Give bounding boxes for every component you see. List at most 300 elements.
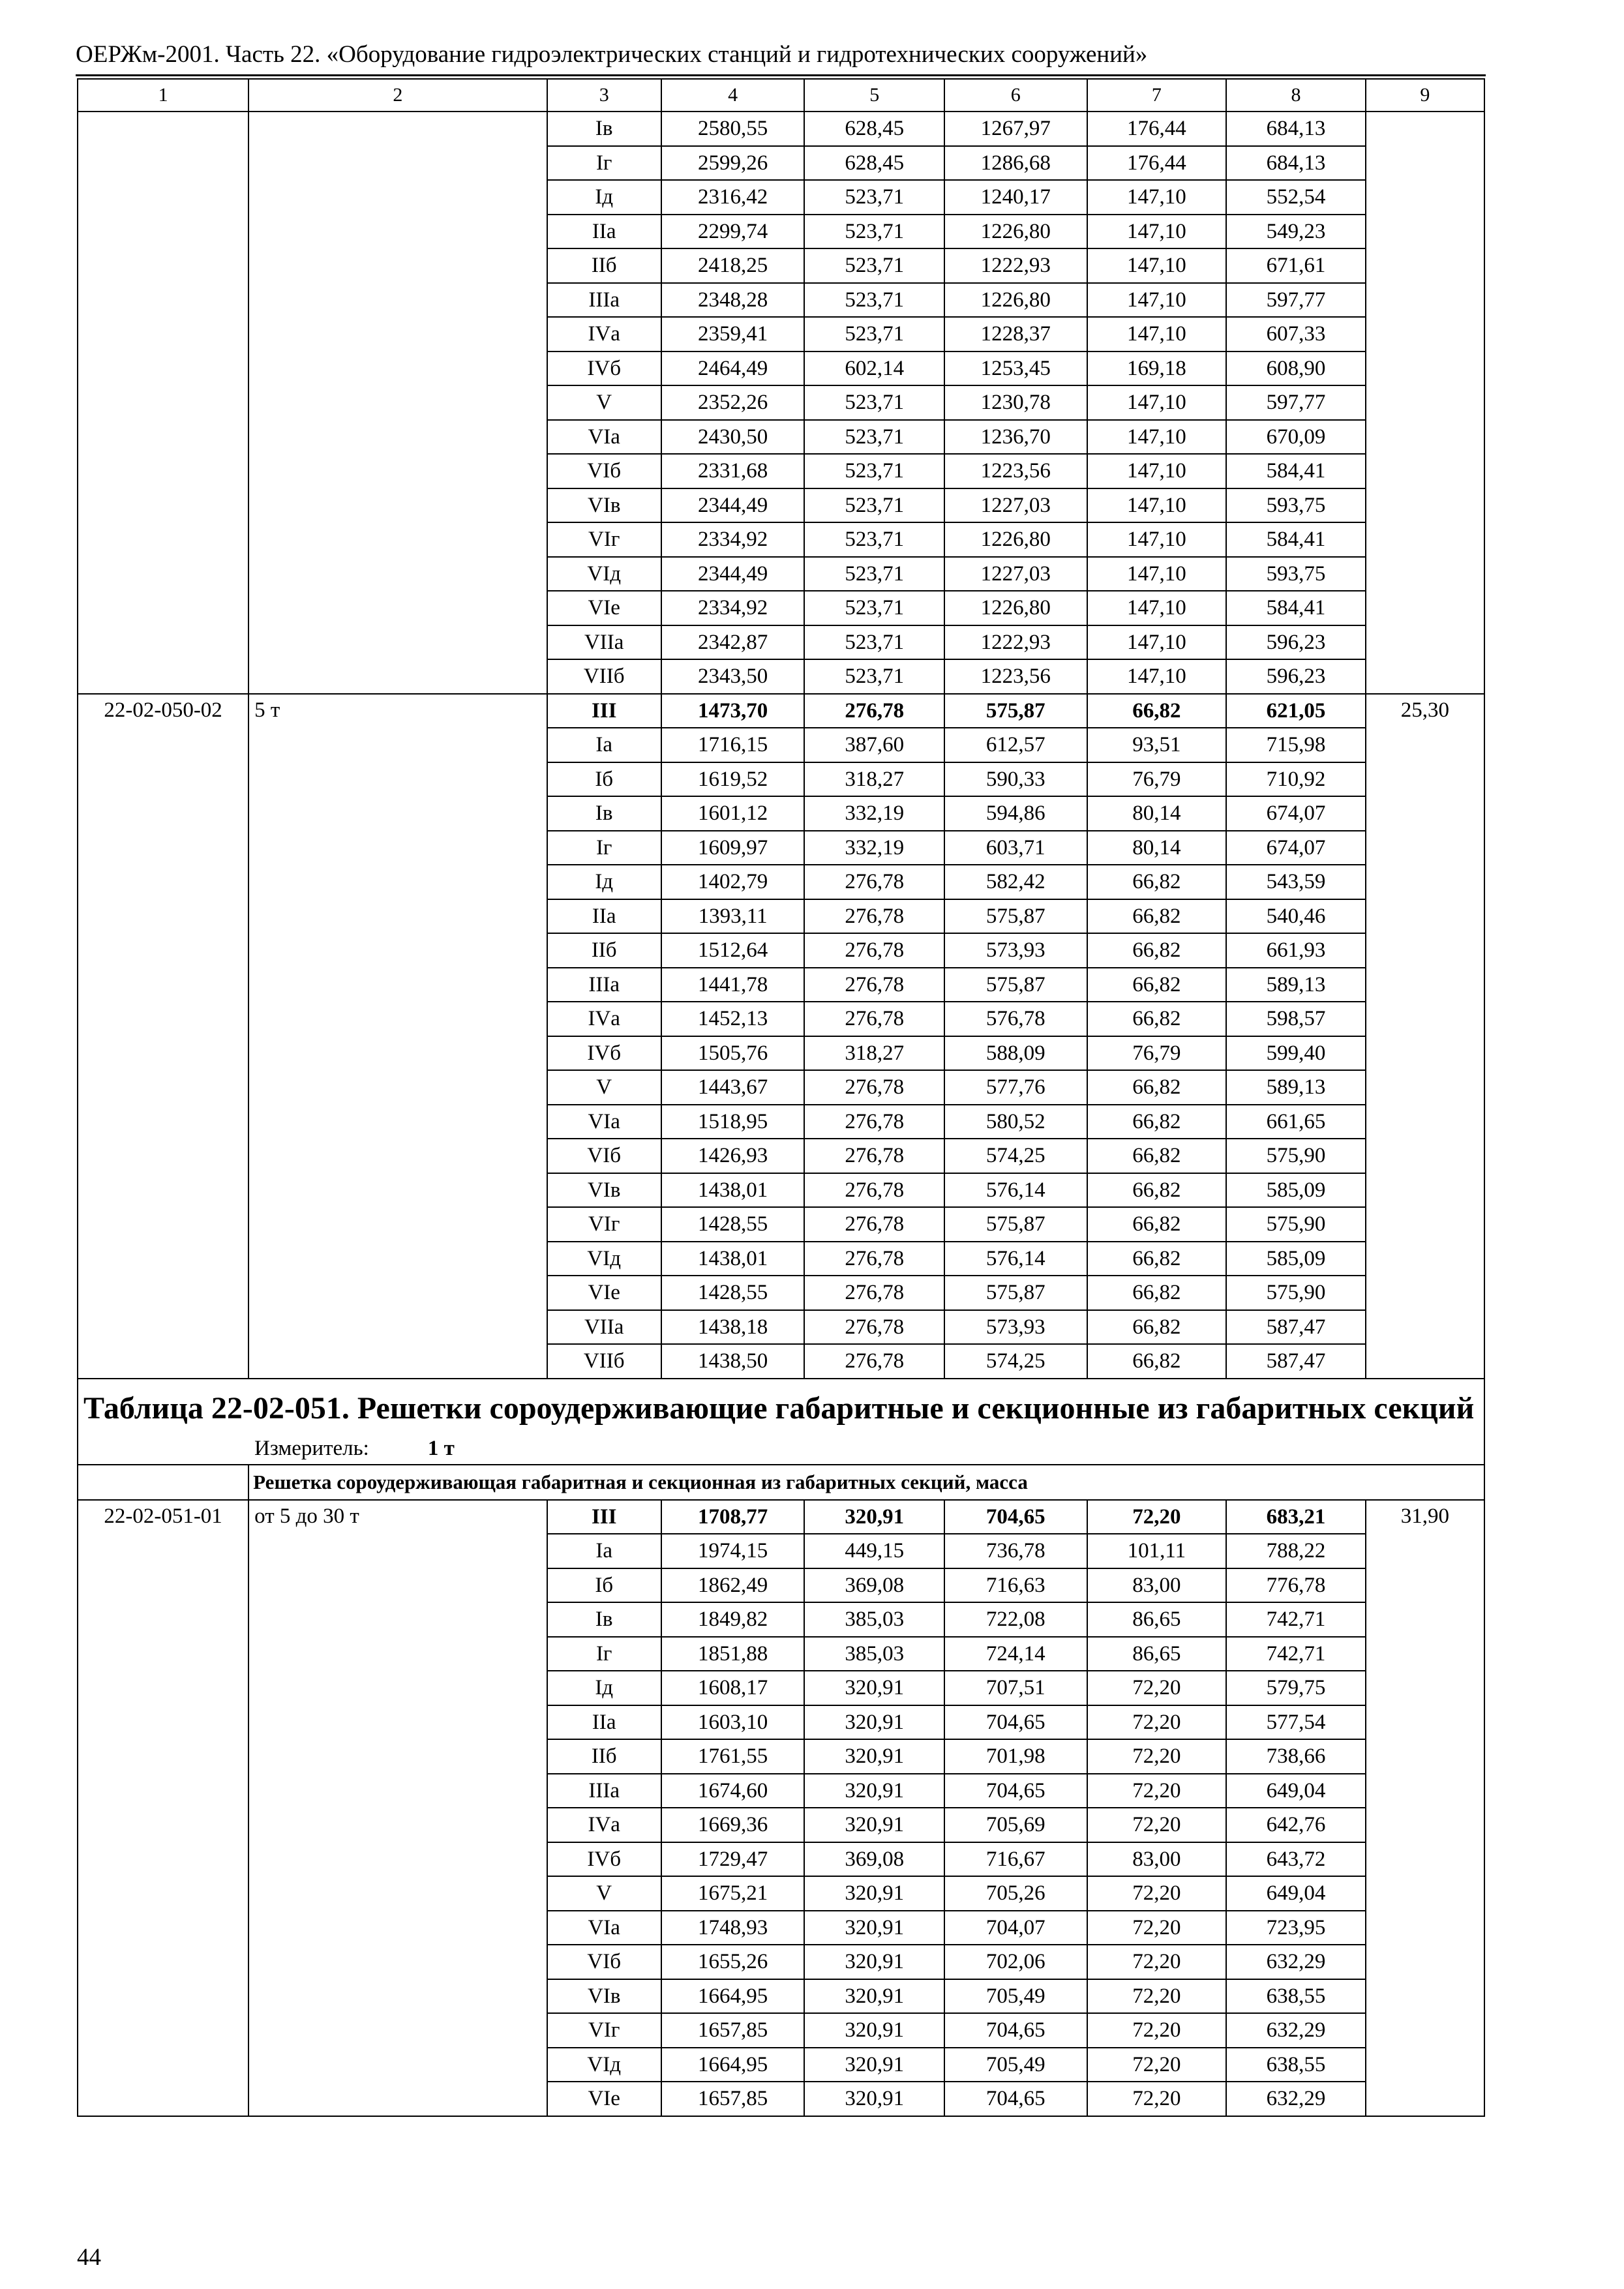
wages-cell: 276,78 [804,1276,944,1310]
zone-cell: Iб [547,762,661,797]
total-cost-cell: 2331,68 [661,454,805,488]
materials-cell: 589,13 [1226,968,1366,1002]
machinist-wages-cell: 147,10 [1087,659,1227,694]
price-table [77,78,1485,2117]
column-number: 9 [1366,79,1484,112]
machinist-wages-cell: 66,82 [1087,1207,1227,1242]
wages-cell: 523,71 [804,454,944,488]
machines-cell: 573,93 [944,1310,1087,1345]
materials-cell: 670,09 [1226,420,1366,455]
total-cost-cell: 1438,01 [661,1242,805,1276]
materials-cell: 632,29 [1226,2082,1366,2116]
wages-cell: 276,78 [804,1344,944,1379]
materials-cell: 710,92 [1226,762,1366,797]
materials-cell: 684,13 [1226,112,1366,146]
table-row [78,112,1484,146]
wages-cell: 385,03 [804,1602,944,1637]
measure-line [83,1434,1479,1464]
zone-cell: VIа [547,420,661,455]
materials-cell: 649,04 [1226,1774,1366,1808]
total-cost-cell: 1505,76 [661,1036,805,1071]
machinist-wages-cell: 72,20 [1087,2013,1227,2048]
wages-cell: 332,19 [804,831,944,865]
machines-cell: 701,98 [944,1739,1087,1774]
machinist-wages-cell: 83,00 [1087,1568,1227,1603]
materials-cell: 661,93 [1226,933,1366,968]
total-cost-cell: 1974,15 [661,1534,805,1568]
total-cost-cell: 2344,49 [661,557,805,591]
machinist-wages-cell: 66,82 [1087,1242,1227,1276]
item-code: 22-02-051-01 [78,1500,248,2116]
machinist-wages-cell: 147,10 [1087,317,1227,352]
materials-cell: 788,22 [1226,1534,1366,1568]
measure-label: Измеритель: [254,1436,369,1460]
materials-cell: 540,46 [1226,899,1366,934]
total-cost-cell: 1438,18 [661,1310,805,1345]
zone-cell: Iв [547,1602,661,1637]
total-cost-cell: 1428,55 [661,1276,805,1310]
materials-cell: 585,09 [1226,1173,1366,1208]
zone-cell: IVб [547,1036,661,1071]
wages-cell: 320,91 [804,1876,944,1911]
machinist-wages-cell: 147,10 [1087,488,1227,523]
machines-cell: 707,51 [944,1671,1087,1705]
machines-cell: 582,42 [944,865,1087,899]
wages-cell: 523,71 [804,420,944,455]
machines-cell: 1228,37 [944,317,1087,352]
zone-cell: VIг [547,522,661,557]
wages-cell: 276,78 [804,865,944,899]
machinist-wages-cell: 66,82 [1087,865,1227,899]
materials-cell: 607,33 [1226,317,1366,352]
machinist-wages-cell: 66,82 [1087,899,1227,934]
wages-cell: 602,14 [804,352,944,386]
wages-cell: 276,78 [804,1310,944,1345]
zone-cell: VIIа [547,1310,661,1345]
wages-cell: 320,91 [804,1911,944,1945]
materials-cell: 674,07 [1226,831,1366,865]
wages-cell: 276,78 [804,1173,944,1208]
zone-cell: IIа [547,215,661,249]
materials-cell: 577,54 [1226,1705,1366,1740]
machines-cell: 577,76 [944,1070,1087,1105]
machinist-wages-cell: 169,18 [1087,352,1227,386]
wages-cell: 523,71 [804,522,944,557]
wages-cell: 320,91 [804,2013,944,2048]
machinist-wages-cell: 72,20 [1087,1945,1227,1979]
machinist-wages-cell: 66,82 [1087,1276,1227,1310]
zone-cell: IVа [547,1808,661,1842]
materials-cell: 584,41 [1226,454,1366,488]
machinist-wages-cell: 72,20 [1087,2082,1227,2116]
machinist-wages-cell: 66,82 [1087,1002,1227,1036]
machines-cell: 575,87 [944,1207,1087,1242]
wages-cell: 523,71 [804,659,944,694]
item-mass: 5 т [248,694,547,1379]
machines-cell: 704,65 [944,1774,1087,1808]
wages-cell: 276,78 [804,1002,944,1036]
machines-cell: 1267,97 [944,112,1087,146]
column-number: 2 [248,79,547,112]
materials-cell: 575,90 [1226,1207,1366,1242]
wages-cell: 523,71 [804,591,944,625]
machines-cell: 705,49 [944,2048,1087,2082]
measure-value: 1 т [427,1436,455,1460]
machinist-wages-cell: 83,00 [1087,1842,1227,1877]
total-cost-cell: 1664,95 [661,1979,805,2014]
machines-cell: 704,65 [944,1705,1087,1740]
materials-cell: 584,41 [1226,522,1366,557]
wages-cell: 320,91 [804,1705,944,1740]
machinist-wages-cell: 66,82 [1087,1173,1227,1208]
machines-cell: 575,87 [944,899,1087,934]
total-cost-cell: 1761,55 [661,1739,805,1774]
zone-cell: IIб [547,1739,661,1774]
zone-cell: VIг [547,2013,661,2048]
materials-cell: 723,95 [1226,1911,1366,1945]
zone-cell: VIIб [547,1344,661,1379]
machines-cell: 1226,80 [944,591,1087,625]
materials-cell: 543,59 [1226,865,1366,899]
materials-cell: 649,04 [1226,1876,1366,1911]
zone-cell: IIб [547,248,661,283]
zone-cell: Iг [547,831,661,865]
machines-cell: 705,69 [944,1808,1087,1842]
zone-cell: IVа [547,317,661,352]
zone-cell: VIд [547,2048,661,2082]
zone-cell: VIв [547,1173,661,1208]
wages-cell: 523,71 [804,283,944,318]
item-code [78,112,248,694]
total-cost-cell: 1601,12 [661,796,805,831]
machinist-wages-cell: 176,44 [1087,146,1227,181]
machinist-wages-cell: 147,10 [1087,454,1227,488]
total-cost-cell: 1608,17 [661,1671,805,1705]
total-cost-cell: 1657,85 [661,2082,805,2116]
machines-cell: 612,57 [944,728,1087,762]
total-cost-cell: 2334,92 [661,522,805,557]
total-cost-cell: 1443,67 [661,1070,805,1105]
column-number: 1 [78,79,248,112]
total-cost-cell: 1609,97 [661,831,805,865]
zone-cell: Iа [547,1534,661,1568]
materials-cell: 715,98 [1226,728,1366,762]
zone-cell: Iг [547,1637,661,1671]
zone-cell: VIд [547,1242,661,1276]
machines-cell: 1240,17 [944,180,1087,215]
zone-cell: VIа [547,1105,661,1139]
materials-cell: 596,23 [1226,625,1366,660]
total-cost-cell: 1748,93 [661,1911,805,1945]
total-cost-cell: 2299,74 [661,215,805,249]
total-cost-cell: 2580,55 [661,112,805,146]
machines-cell: 1253,45 [944,352,1087,386]
materials-cell: 674,07 [1226,796,1366,831]
materials-cell: 589,13 [1226,1070,1366,1105]
table-row [78,694,1484,728]
materials-cell: 671,61 [1226,248,1366,283]
column-number: 5 [804,79,944,112]
materials-cell: 597,77 [1226,385,1366,420]
zone-cell: Iв [547,796,661,831]
zone-cell: Iд [547,180,661,215]
total-cost-cell: 1438,50 [661,1344,805,1379]
machinist-wages-cell: 66,82 [1087,1310,1227,1345]
column-number: 3 [547,79,661,112]
zone-cell: IIIа [547,968,661,1002]
machines-cell: 704,65 [944,2013,1087,2048]
machines-cell: 1222,93 [944,625,1087,660]
machinist-wages-cell: 72,20 [1087,1808,1227,1842]
machinist-wages-cell: 93,51 [1087,728,1227,762]
total-cost-cell: 1426,93 [661,1139,805,1173]
machines-cell: 724,14 [944,1637,1087,1671]
materials-cell: 684,13 [1226,146,1366,181]
zone-cell: VIе [547,1276,661,1310]
extra-cost-cell: 25,30 [1366,694,1484,1379]
total-cost-cell: 1619,52 [661,762,805,797]
wages-cell: 276,78 [804,933,944,968]
machinist-wages-cell: 86,65 [1087,1602,1227,1637]
machines-cell: 1223,56 [944,454,1087,488]
wages-cell: 276,78 [804,899,944,934]
materials-cell: 608,90 [1226,352,1366,386]
zone-cell: IIIа [547,283,661,318]
machines-cell: 1223,56 [944,659,1087,694]
materials-cell: 587,47 [1226,1344,1366,1379]
table-title: Таблица 22-02-051. Решетки сороудерживающие габаритные и секционные из габаритных секций [83,1390,1475,1426]
machinist-wages-cell: 66,82 [1087,1344,1227,1379]
wages-cell: 276,78 [804,1105,944,1139]
materials-cell: 575,90 [1226,1276,1366,1310]
machines-cell: 705,26 [944,1876,1087,1911]
machines-cell: 575,87 [944,968,1087,1002]
table-title-row [78,1379,1484,1465]
machines-cell: 590,33 [944,762,1087,797]
machinist-wages-cell: 147,10 [1087,420,1227,455]
materials-cell: 549,23 [1226,215,1366,249]
machinist-wages-cell: 176,44 [1087,112,1227,146]
wages-cell: 369,08 [804,1568,944,1603]
machines-cell: 1226,80 [944,215,1087,249]
machines-cell: 1286,68 [944,146,1087,181]
machinist-wages-cell: 101,11 [1087,1534,1227,1568]
zone-cell: V [547,1070,661,1105]
wages-cell: 320,91 [804,2082,944,2116]
subheading: Решетка сороудерживающая габаритная и секционная из габаритных секций, масса [248,1465,1484,1500]
machinist-wages-cell: 147,10 [1087,283,1227,318]
total-cost-cell: 1716,15 [661,728,805,762]
materials-cell: 585,09 [1226,1242,1366,1276]
wages-cell: 523,71 [804,215,944,249]
materials-cell: 584,41 [1226,591,1366,625]
machinist-wages-cell: 147,10 [1087,215,1227,249]
wages-cell: 276,78 [804,694,944,728]
total-cost-cell: 2316,42 [661,180,805,215]
table-title-cell [78,1379,1484,1465]
materials-cell: 597,77 [1226,283,1366,318]
machinist-wages-cell: 80,14 [1087,796,1227,831]
total-cost-cell: 1428,55 [661,1207,805,1242]
wages-cell: 523,71 [804,385,944,420]
machines-cell: 575,87 [944,1276,1087,1310]
column-number: 6 [944,79,1087,112]
machines-cell: 1222,93 [944,248,1087,283]
total-cost-cell: 2348,28 [661,283,805,318]
column-number: 7 [1087,79,1227,112]
machinist-wages-cell: 72,20 [1087,1911,1227,1945]
machines-cell: 702,06 [944,1945,1087,1979]
machines-cell: 1227,03 [944,557,1087,591]
machines-cell: 1227,03 [944,488,1087,523]
machinist-wages-cell: 66,82 [1087,694,1227,728]
zone-cell: III [547,1500,661,1534]
machines-cell: 603,71 [944,831,1087,865]
materials-cell: 661,65 [1226,1105,1366,1139]
total-cost-cell: 1674,60 [661,1774,805,1808]
total-cost-cell: 1512,64 [661,933,805,968]
machines-cell: 576,14 [944,1173,1087,1208]
machinist-wages-cell: 66,82 [1087,1070,1227,1105]
total-cost-cell: 1729,47 [661,1842,805,1877]
machines-cell: 1226,80 [944,283,1087,318]
wages-cell: 320,91 [804,1979,944,2014]
machines-cell: 1230,78 [944,385,1087,420]
materials-cell: 638,55 [1226,2048,1366,2082]
extra-cost-cell [1366,112,1484,694]
machines-cell: 580,52 [944,1105,1087,1139]
wages-cell: 320,91 [804,1671,944,1705]
materials-cell: 742,71 [1226,1637,1366,1671]
extra-cost-cell: 31,90 [1366,1500,1484,2116]
machinist-wages-cell: 72,20 [1087,2048,1227,2082]
zone-cell: Iб [547,1568,661,1603]
machinist-wages-cell: 76,79 [1087,762,1227,797]
machinist-wages-cell: 66,82 [1087,968,1227,1002]
materials-cell: 587,47 [1226,1310,1366,1345]
total-cost-cell: 1441,78 [661,968,805,1002]
total-cost-cell: 1518,95 [661,1105,805,1139]
wages-cell: 387,60 [804,728,944,762]
total-cost-cell: 2599,26 [661,146,805,181]
total-cost-cell: 1664,95 [661,2048,805,2082]
zone-cell: VIв [547,1979,661,2014]
machines-cell: 588,09 [944,1036,1087,1071]
wages-cell: 318,27 [804,1036,944,1071]
total-cost-cell: 1438,01 [661,1173,805,1208]
total-cost-cell: 1655,26 [661,1945,805,1979]
machines-cell: 594,86 [944,796,1087,831]
wages-cell: 318,27 [804,762,944,797]
price-table-body [78,79,1484,2116]
column-numbers-row [78,79,1484,112]
zone-cell: Iг [547,146,661,181]
machines-cell: 575,87 [944,694,1087,728]
subheading-row [78,1465,1484,1500]
zone-cell: Iд [547,1671,661,1705]
zone-cell: IVб [547,1842,661,1877]
wages-cell: 276,78 [804,1207,944,1242]
wages-cell: 320,91 [804,2048,944,2082]
zone-cell: VIа [547,1911,661,1945]
machines-cell: 716,67 [944,1842,1087,1877]
materials-cell: 776,78 [1226,1568,1366,1603]
machinist-wages-cell: 72,20 [1087,1705,1227,1740]
wages-cell: 276,78 [804,1070,944,1105]
header-rule [76,74,1486,76]
zone-cell: VIб [547,1945,661,1979]
wages-cell: 276,78 [804,1139,944,1173]
zone-cell: VIб [547,1139,661,1173]
materials-cell: 621,05 [1226,694,1366,728]
wages-cell: 385,03 [804,1637,944,1671]
materials-cell: 593,75 [1226,557,1366,591]
materials-cell: 738,66 [1226,1739,1366,1774]
total-cost-cell: 1708,77 [661,1500,805,1534]
wages-cell: 523,71 [804,625,944,660]
total-cost-cell: 2343,50 [661,659,805,694]
zone-cell: Iв [547,112,661,146]
total-cost-cell: 1851,88 [661,1637,805,1671]
total-cost-cell: 1452,13 [661,1002,805,1036]
machines-cell: 574,25 [944,1139,1087,1173]
machinist-wages-cell: 147,10 [1087,522,1227,557]
machinist-wages-cell: 72,20 [1087,1774,1227,1808]
machinist-wages-cell: 147,10 [1087,625,1227,660]
total-cost-cell: 2342,87 [661,625,805,660]
table-row [78,1500,1484,1534]
zone-cell: IIб [547,933,661,968]
page-number: 44 [77,2244,101,2271]
total-cost-cell: 2430,50 [661,420,805,455]
subheading-blank [78,1465,248,1500]
machinist-wages-cell: 80,14 [1087,831,1227,865]
total-cost-cell: 1675,21 [661,1876,805,1911]
zone-cell: IVа [547,1002,661,1036]
materials-cell: 742,71 [1226,1602,1366,1637]
total-cost-cell: 2464,49 [661,352,805,386]
total-cost-cell: 2359,41 [661,317,805,352]
column-number: 4 [661,79,805,112]
wages-cell: 523,71 [804,180,944,215]
wages-cell: 320,91 [804,1945,944,1979]
materials-cell: 643,72 [1226,1842,1366,1877]
machines-cell: 576,78 [944,1002,1087,1036]
machinist-wages-cell: 147,10 [1087,180,1227,215]
item-code: 22-02-050-02 [78,694,248,1379]
machines-cell: 574,25 [944,1344,1087,1379]
zone-cell: V [547,1876,661,1911]
total-cost-cell: 1393,11 [661,899,805,934]
wages-cell: 320,91 [804,1808,944,1842]
zone-cell: VIIб [547,659,661,694]
wages-cell: 628,45 [804,146,944,181]
machinist-wages-cell: 72,20 [1087,1876,1227,1911]
materials-cell: 632,29 [1226,2013,1366,2048]
wages-cell: 320,91 [804,1739,944,1774]
machines-cell: 576,14 [944,1242,1087,1276]
item-mass [248,112,547,694]
materials-cell: 596,23 [1226,659,1366,694]
materials-cell: 579,75 [1226,1671,1366,1705]
wages-cell: 523,71 [804,317,944,352]
zone-cell: IIа [547,1705,661,1740]
zone-cell: VIд [547,557,661,591]
wages-cell: 332,19 [804,796,944,831]
machinist-wages-cell: 147,10 [1087,248,1227,283]
total-cost-cell: 2334,92 [661,591,805,625]
total-cost-cell: 1603,10 [661,1705,805,1740]
